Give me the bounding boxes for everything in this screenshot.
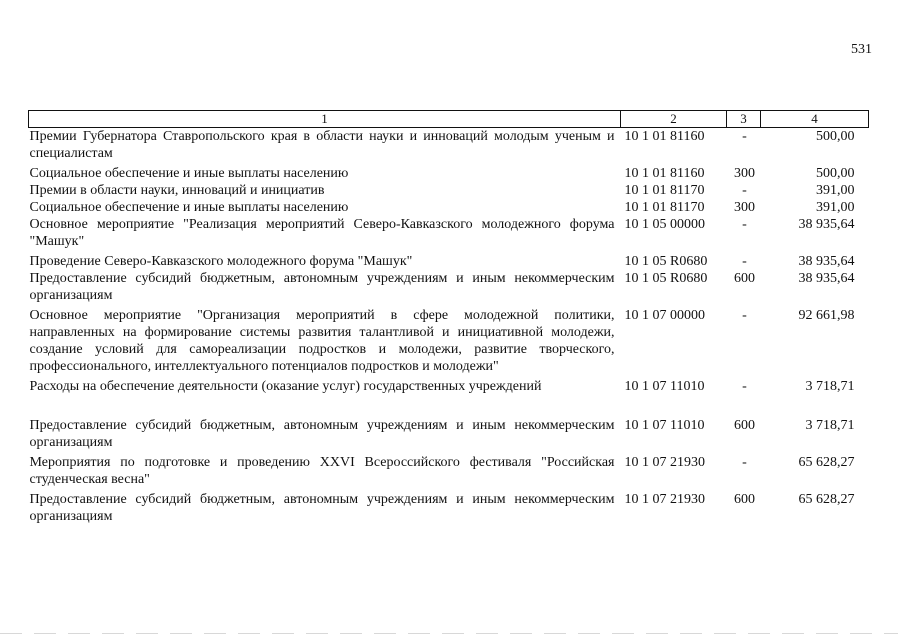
row-name: Основное мероприятие "Реализация мероприятий Северо-Кавказского молодежного форума "Машук" <box>29 217 615 249</box>
table-row <box>29 216 869 250</box>
header-col-3: 3 <box>727 111 761 128</box>
row-code: 10 1 07 00000 <box>624 308 705 323</box>
row-expense-type: - <box>742 217 747 232</box>
row-amount: 500,00 <box>816 166 855 181</box>
header-col-1: 1 <box>29 111 621 128</box>
row-name: Предоставление субсидий бюджетным, автономным учреждениям и иным некоммерческим организациям <box>29 418 615 450</box>
row-code: 10 1 01 81160 <box>624 166 705 181</box>
row-name: Премии в области науки, инноваций и инициатив <box>29 183 325 198</box>
table-row <box>29 375 869 395</box>
page-number: 531 <box>851 42 872 57</box>
table-row <box>29 488 869 525</box>
scan-edge-artifact <box>0 633 898 634</box>
budget-table <box>28 110 869 525</box>
table-row <box>29 270 869 304</box>
row-code: 10 1 01 81160 <box>624 129 705 144</box>
row-name: Социальное обеспечение и иные выплаты населению <box>29 200 349 215</box>
row-expense-type: - <box>742 379 747 394</box>
row-expense-type: 600 <box>734 418 755 433</box>
row-code: 10 1 01 81170 <box>624 200 705 215</box>
table-row <box>29 250 869 270</box>
row-expense-type: - <box>742 308 747 323</box>
row-amount: 92 661,98 <box>798 308 855 323</box>
row-name: Предоставление субсидий бюджетным, автономным учреждениям и иным некоммерческим организациям <box>29 492 615 524</box>
row-code: 10 1 05 R0680 <box>624 271 708 286</box>
row-amount: 38 935,64 <box>798 254 855 269</box>
row-expense-type: - <box>742 183 747 198</box>
table-row <box>29 395 869 451</box>
row-expense-type: - <box>742 254 747 269</box>
table-row <box>29 162 869 182</box>
table-row <box>29 199 869 216</box>
table-header-row <box>29 111 869 128</box>
row-amount: 3 718,71 <box>805 379 855 394</box>
row-expense-type: 600 <box>734 271 755 286</box>
row-expense-type: 600 <box>734 492 755 507</box>
table-row <box>29 451 869 488</box>
row-name: Премии Губернатора Ставропольского края в области науки и инноваций молодым ученым и специалистам <box>29 129 615 161</box>
row-amount: 3 718,71 <box>805 418 855 433</box>
row-code: 10 1 07 11010 <box>624 379 705 394</box>
row-name: Социальное обеспечение и иные выплаты населению <box>29 166 349 181</box>
row-name: Предоставление субсидий бюджетным, автономным учреждениям и иным некоммерческим организациям <box>29 271 615 303</box>
row-expense-type: - <box>742 455 747 470</box>
row-amount: 500,00 <box>816 129 855 144</box>
row-code: 10 1 07 21930 <box>624 455 705 470</box>
row-amount: 65 628,27 <box>798 492 855 507</box>
row-amount: 38 935,64 <box>798 217 855 232</box>
row-amount: 65 628,27 <box>798 455 855 470</box>
row-expense-type: - <box>742 129 747 144</box>
row-code: 10 1 05 00000 <box>624 217 705 232</box>
row-name: Мероприятия по подготовке и проведению XXVI Всероссийского фестиваля "Российская студенческая весна" <box>29 455 615 487</box>
row-amount: 38 935,64 <box>798 271 855 286</box>
row-name: Расходы на обеспечение деятельности (оказание услуг) государственных учреждений <box>29 379 542 394</box>
row-expense-type: 300 <box>734 200 755 215</box>
row-code: 10 1 07 11010 <box>624 418 705 433</box>
row-name: Основное мероприятие "Организация мероприятий в сфере молодежной политики, направленных на формирование системы развития талантливой и инициативной молодежи, создание условий для самореализации подростков и молодежи, развитие творческого, профессионального, интеллектуального потенциалов подростков и молодежи" <box>29 308 615 374</box>
row-expense-type: 300 <box>734 166 755 181</box>
row-amount: 391,00 <box>816 200 855 215</box>
row-code: 10 1 07 21930 <box>624 492 705 507</box>
table-row <box>29 304 869 375</box>
row-code: 10 1 05 R0680 <box>624 254 708 269</box>
row-amount: 391,00 <box>816 183 855 198</box>
table-row <box>29 128 869 163</box>
row-code: 10 1 01 81170 <box>624 183 705 198</box>
header-col-2: 2 <box>621 111 727 128</box>
table-row <box>29 182 869 199</box>
header-col-4: 4 <box>761 111 869 128</box>
row-name: Проведение Северо-Кавказского молодежного форума "Машук" <box>29 254 413 269</box>
